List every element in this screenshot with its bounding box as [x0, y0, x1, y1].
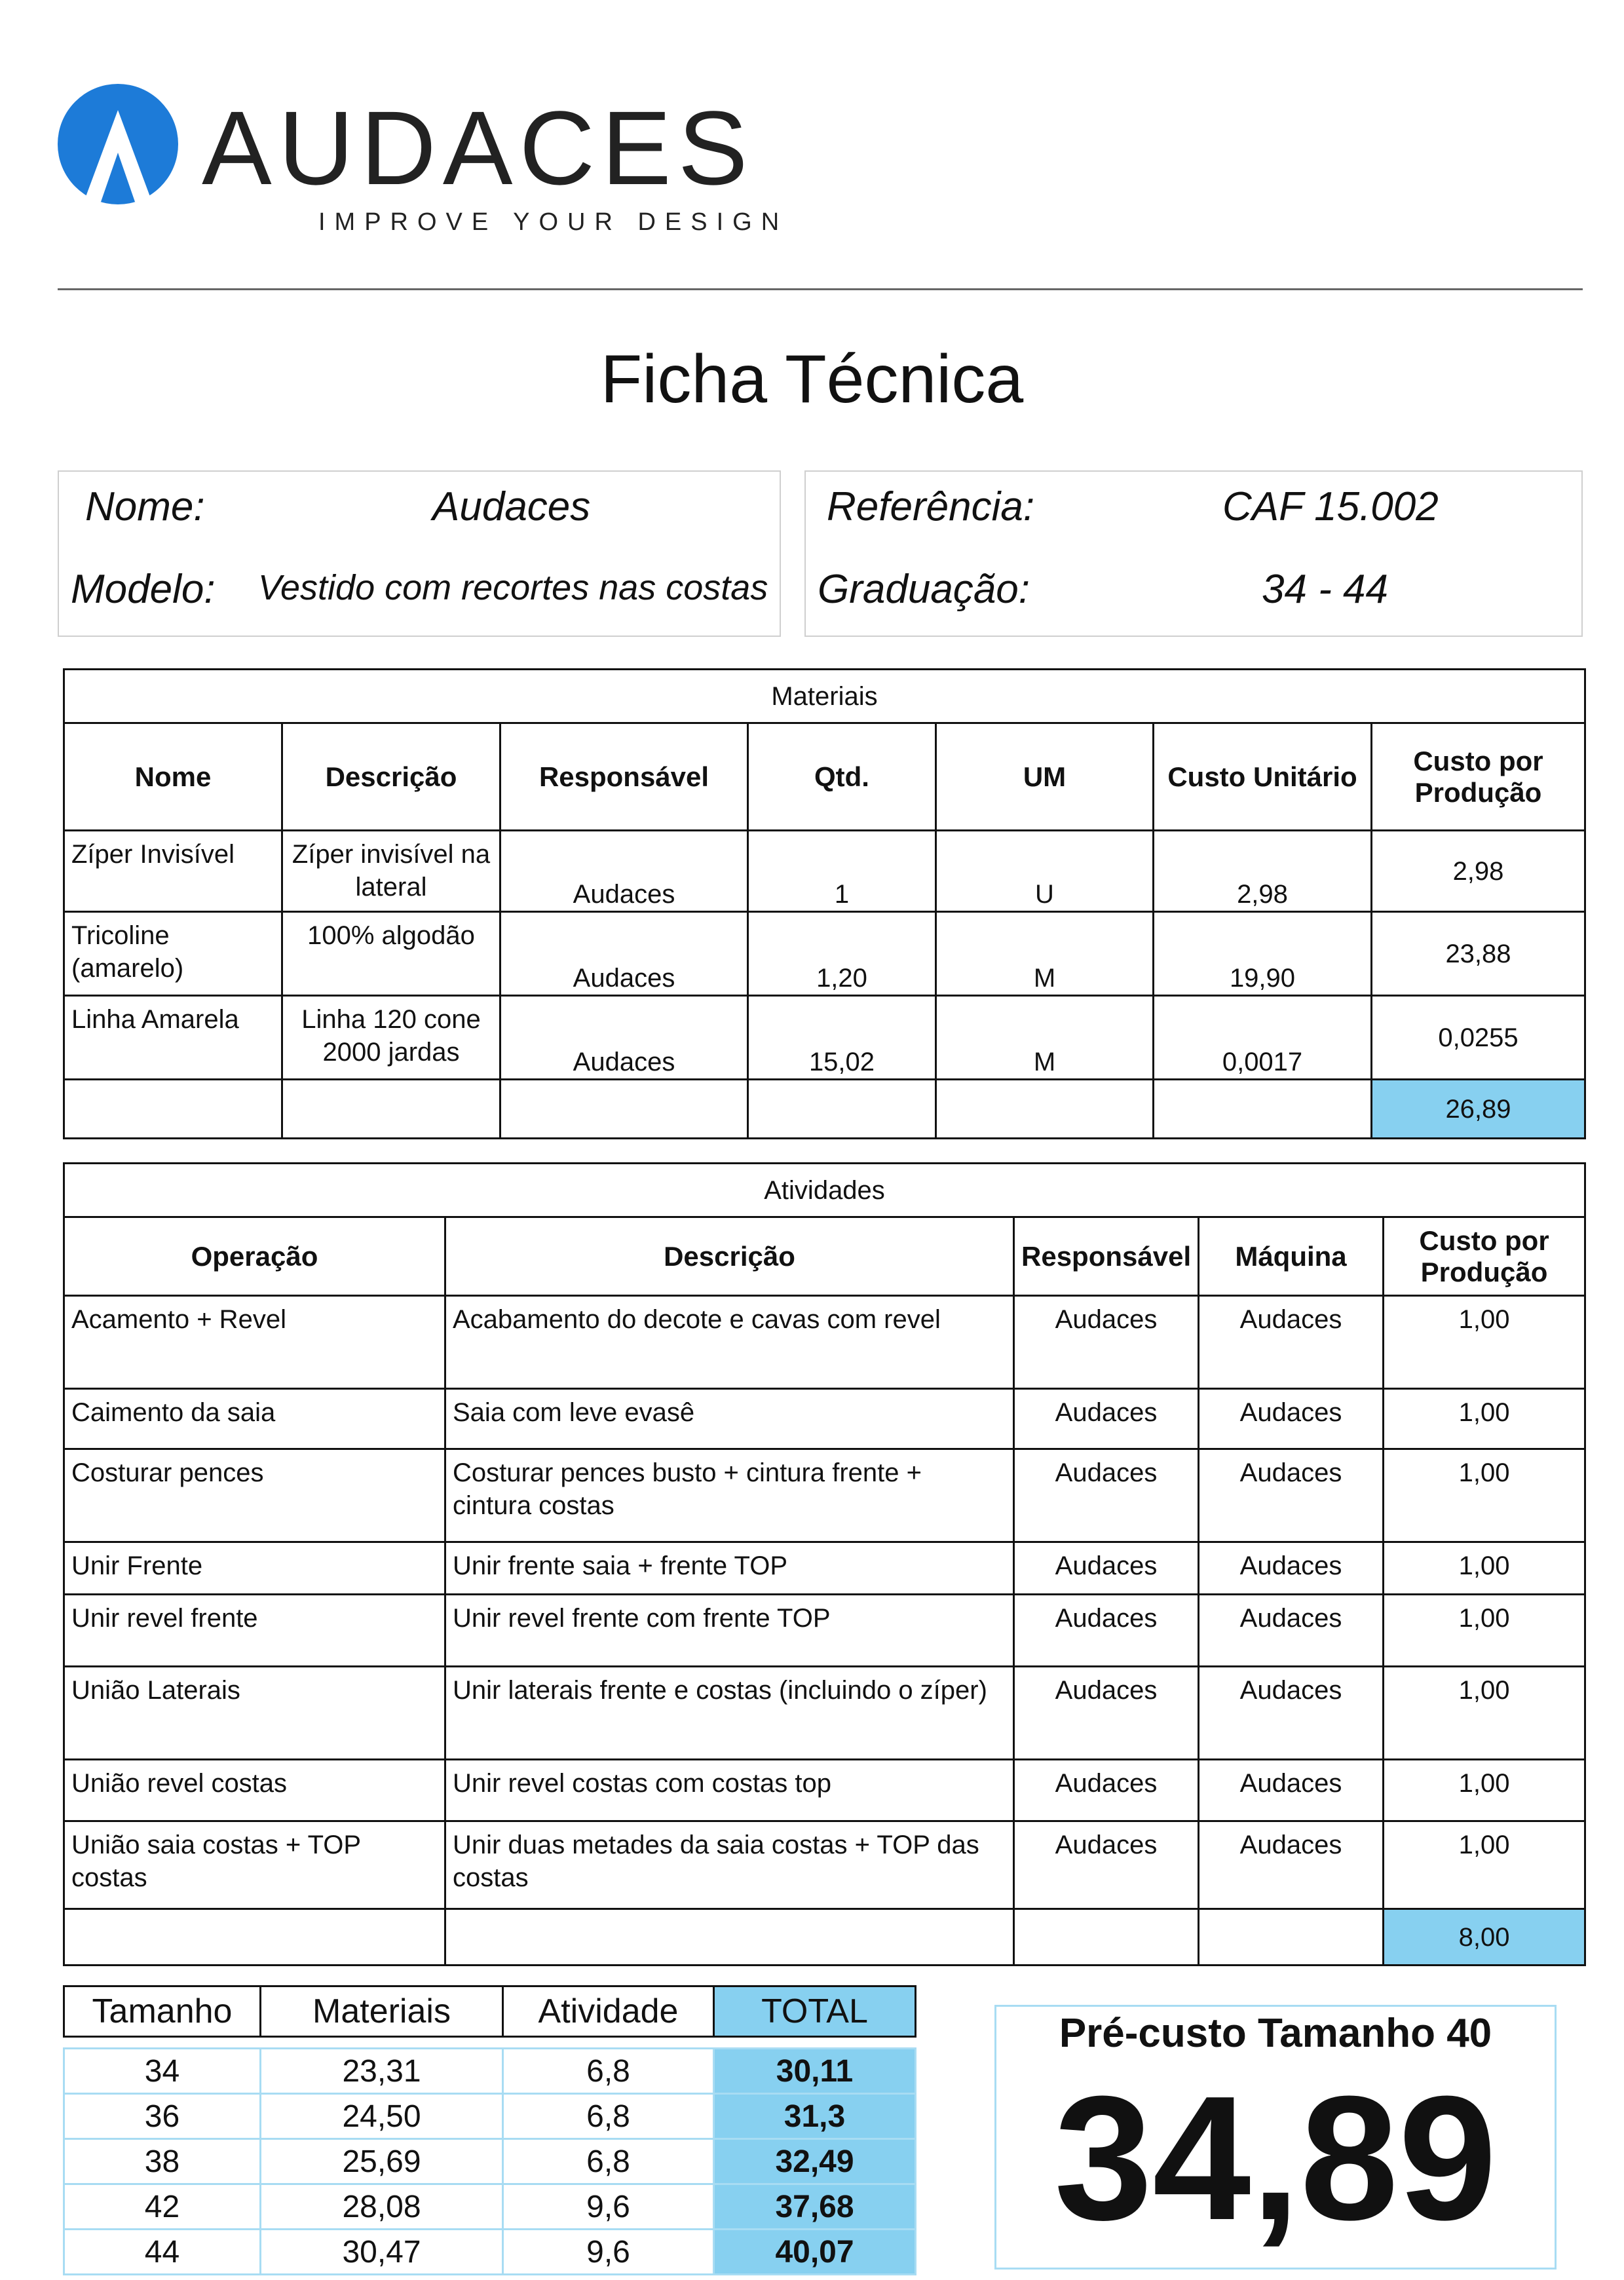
table-cell: 1,00 — [1384, 1760, 1585, 1821]
materiais-table — [63, 668, 1586, 1139]
column-header: Operação — [64, 1217, 445, 1296]
table-cell: 24,50 — [261, 2094, 503, 2139]
table-cell: 42 — [64, 2184, 261, 2230]
table-cell: 0,0017 — [1154, 996, 1372, 1080]
total-row — [64, 1909, 1585, 1966]
table-cell: 9,6 — [503, 2230, 714, 2275]
table-cell: 2,98 — [1372, 831, 1585, 912]
table-cell: 1,00 — [1384, 1821, 1585, 1909]
table-row — [64, 2139, 916, 2184]
table-cell: Audaces — [500, 912, 748, 996]
graduacao-value: 34 - 44 — [1262, 567, 1389, 612]
table-cell: Unir laterais frente e costas (incluindo o zíper) — [445, 1667, 1014, 1760]
column-header: Materiais — [261, 1986, 503, 2037]
table-cell: Audaces — [1199, 1296, 1384, 1389]
materiais-caption: Materiais — [64, 670, 1585, 723]
table-cell: 0,0255 — [1372, 996, 1585, 1080]
table-cell: 1,00 — [1384, 1296, 1585, 1389]
table-cell: U — [936, 831, 1154, 912]
table-cell: Zíper invisível na lateral — [282, 831, 500, 912]
column-header: Descrição — [282, 723, 500, 831]
table-row — [64, 1821, 1585, 1909]
referencia-label: Referência: — [827, 484, 1035, 529]
table-cell: 19,90 — [1154, 912, 1372, 996]
table-cell: 2,98 — [1154, 831, 1372, 912]
table-row — [64, 1667, 1585, 1760]
modelo-value: Vestido com recortes nas costas — [258, 568, 768, 607]
table-cell: Caimento da saia — [64, 1389, 445, 1449]
table-cell: Costurar pences busto + cintura frente + cintura costas — [445, 1449, 1014, 1542]
column-header: Qtd. — [748, 723, 936, 831]
table-row — [64, 2230, 916, 2275]
table-cell: 36 — [64, 2094, 261, 2139]
table-cell: Unir duas metades da saia costas + TOP das costas — [445, 1821, 1014, 1909]
table-cell: Linha 120 cone 2000 jardas — [282, 996, 500, 1080]
table-cell: 23,88 — [1372, 912, 1585, 996]
brand-wordmark: AUDACES — [202, 89, 755, 206]
table-cell: Audaces — [1199, 1595, 1384, 1667]
total-row — [64, 1080, 1585, 1139]
table-cell: 23,31 — [261, 2049, 503, 2094]
table-cell: Audaces — [500, 996, 748, 1080]
table-row — [64, 2094, 916, 2139]
table-cell: Tricoline (amarelo) — [64, 912, 282, 996]
column-header: Custo por Produção — [1372, 723, 1585, 831]
atividades-caption: Atividades — [64, 1164, 1585, 1217]
table-row — [64, 1449, 1585, 1542]
table-cell: Audaces — [1199, 1667, 1384, 1760]
column-header: TOTAL — [714, 1986, 916, 2037]
table-cell: 44 — [64, 2230, 261, 2275]
column-header: Atividade — [503, 1986, 714, 2037]
table-cell: Audaces — [500, 831, 748, 912]
referencia-value: CAF 15.002 — [1222, 484, 1439, 529]
table-cell: Audaces — [1014, 1542, 1199, 1595]
column-header: Descrição — [445, 1217, 1014, 1296]
table-cell: Audaces — [1199, 1389, 1384, 1449]
nome-label: Nome: — [85, 484, 205, 529]
column-header: Máquina — [1199, 1217, 1384, 1296]
table-cell: Audaces — [1199, 1449, 1384, 1542]
column-header: Custo por Produção — [1384, 1217, 1585, 1296]
column-header: Responsável — [1014, 1217, 1199, 1296]
column-header: UM — [936, 723, 1154, 831]
column-header: Nome — [64, 723, 282, 831]
graduacao-label: Graduação: — [818, 567, 1030, 612]
table-cell: União saia costas + TOP costas — [64, 1821, 445, 1909]
table-cell: 31,3 — [714, 2094, 916, 2139]
table-cell: 6,8 — [503, 2139, 714, 2184]
table-cell: 37,68 — [714, 2184, 916, 2230]
table-cell: Acabamento do decote e cavas com revel — [445, 1296, 1014, 1389]
table-cell: M — [936, 996, 1154, 1080]
table-cell: 34 — [64, 2049, 261, 2094]
table-cell: Audaces — [1199, 1760, 1384, 1821]
table-cell: Audaces — [1199, 1542, 1384, 1595]
table-cell: 30,11 — [714, 2049, 916, 2094]
table-cell: Audaces — [1014, 1389, 1199, 1449]
table-cell: Unir revel frente com frente TOP — [445, 1595, 1014, 1667]
header-divider — [58, 288, 1583, 290]
table-row — [64, 1389, 1585, 1449]
table-cell: M — [936, 912, 1154, 996]
table-cell: União Laterais — [64, 1667, 445, 1760]
table-row — [64, 1296, 1585, 1389]
document-title: Ficha Técnica — [600, 341, 1024, 417]
modelo-label: Modelo: — [71, 567, 216, 612]
table-row — [64, 1595, 1585, 1667]
table-row — [64, 1760, 1585, 1821]
table-cell: 38 — [64, 2139, 261, 2184]
column-header: Responsável — [500, 723, 748, 831]
table-cell: 1,00 — [1384, 1595, 1585, 1667]
table-cell: 100% algodão — [282, 912, 500, 996]
table-cell: 6,8 — [503, 2049, 714, 2094]
precusto-label: Pré-custo Tamanho 40 — [1059, 2011, 1492, 2056]
table-cell: 6,8 — [503, 2094, 714, 2139]
table-cell: Costurar pences — [64, 1449, 445, 1542]
table-cell: Audaces — [1014, 1449, 1199, 1542]
table-cell: Acamento + Revel — [64, 1296, 445, 1389]
table-cell: Unir revel frente — [64, 1595, 445, 1667]
table-row — [64, 912, 1585, 996]
table-cell: 28,08 — [261, 2184, 503, 2230]
table-cell: 40,07 — [714, 2230, 916, 2275]
table-cell: Linha Amarela — [64, 996, 282, 1080]
table-cell: 15,02 — [748, 996, 936, 1080]
nome-value: Audaces — [432, 484, 591, 529]
table-row — [64, 831, 1585, 912]
materiais-total: 26,89 — [1372, 1080, 1585, 1139]
table-cell: Audaces — [1014, 1595, 1199, 1667]
table-cell: Audaces — [1014, 1667, 1199, 1760]
table-cell: 32,49 — [714, 2139, 916, 2184]
atividades-total: 8,00 — [1384, 1909, 1585, 1966]
table-cell: Audaces — [1199, 1821, 1384, 1909]
column-header: Tamanho — [64, 1986, 261, 2037]
table-cell: Saia com leve evasê — [445, 1389, 1014, 1449]
table-cell: 1,00 — [1384, 1449, 1585, 1542]
column-header: Custo Unitário — [1154, 723, 1372, 831]
table-row — [64, 2049, 916, 2094]
table-cell: Audaces — [1014, 1760, 1199, 1821]
table-cell: 1,00 — [1384, 1389, 1585, 1449]
table-cell: 1,20 — [748, 912, 936, 996]
table-cell: Unir frente saia + frente TOP — [445, 1542, 1014, 1595]
brand-tagline: IMPROVE YOUR DESIGN — [318, 208, 789, 236]
table-cell: 25,69 — [261, 2139, 503, 2184]
table-cell: 9,6 — [503, 2184, 714, 2230]
resumo-table — [63, 1985, 916, 2275]
table-cell: Unir revel costas com costas top — [445, 1760, 1014, 1821]
table-cell: 1,00 — [1384, 1542, 1585, 1595]
table-row — [64, 996, 1585, 1080]
atividades-table — [63, 1162, 1586, 1966]
table-cell: Audaces — [1014, 1821, 1199, 1909]
table-cell: União revel costas — [64, 1760, 445, 1821]
table-cell: 30,47 — [261, 2230, 503, 2275]
table-row — [64, 2184, 916, 2230]
table-cell: Audaces — [1014, 1296, 1199, 1389]
table-cell: 1,00 — [1384, 1667, 1585, 1760]
table-cell: Unir Frente — [64, 1542, 445, 1595]
table-cell: Zíper Invisível — [64, 831, 282, 912]
table-cell: 1 — [748, 831, 936, 912]
table-row — [64, 1542, 1585, 1595]
precusto-value: 34,89 — [1054, 2060, 1497, 2257]
